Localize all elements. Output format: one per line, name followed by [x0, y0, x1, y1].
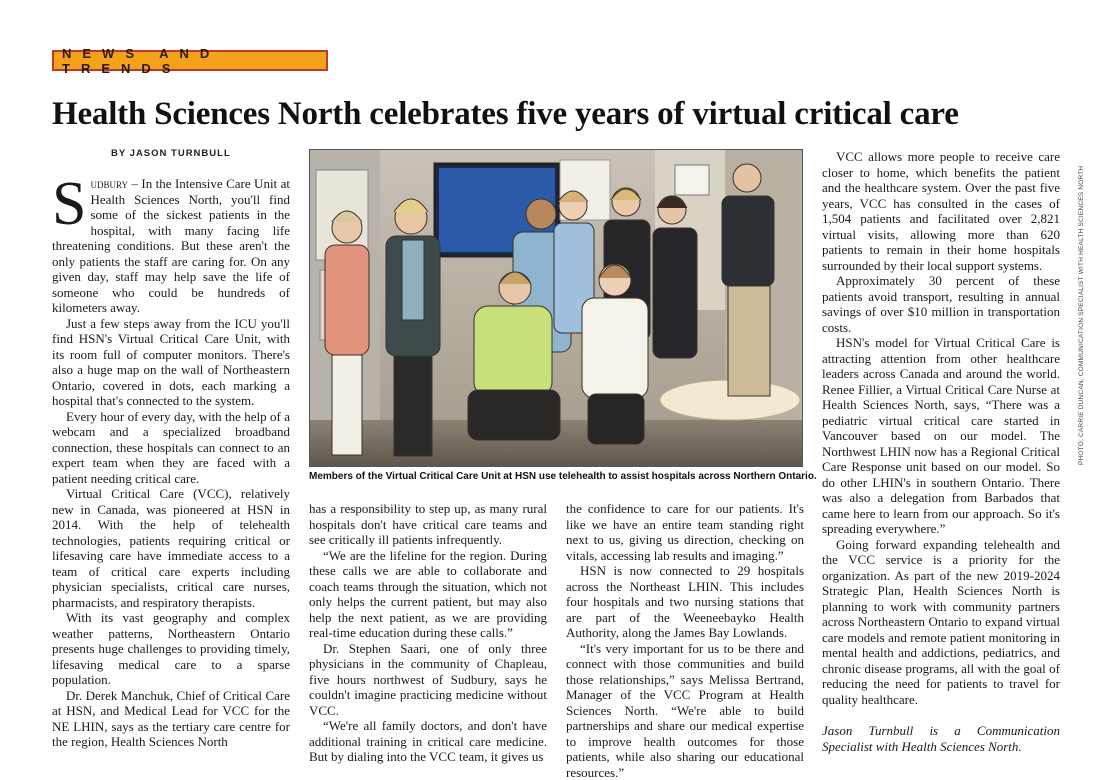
article-column-2: [309, 501, 547, 765]
body-paragraph: HSN is now connected to 29 hospitals across the Northeast LHIN. This includes four hospitals and two nursing stations that are part of the Weeneebayko Health Authority, along the James Bay Lowlands.: [566, 563, 804, 641]
body-paragraph: Approximately 30 percent of these patients avoid transport, resulting in annual savings of over $10 million in transportation costs.: [822, 273, 1060, 335]
body-continuation: the confidence to care for our patients. It's like we have an entire team standing right next to us, giving us direction, checking on vitals, accessing lab results and imaging.”: [566, 501, 804, 563]
section-tag: NEWS AND TRENDS: [52, 50, 328, 71]
lead-smallcaps: udbury: [90, 176, 128, 191]
body-paragraph: With its vast geography and complex weather patterns, Northeastern Ontario presents huge challenges to providing timely, lifesaving medical care to a sparse population.: [52, 610, 290, 688]
body-paragraph: “We are the lifeline for the region. During these calls we are able to collaborate and coach teams through the situation, which not only helps the current patient, but may also help the next patient, as we are providing real-time education during these calls.”: [309, 548, 547, 641]
body-paragraph: “We're all family doctors, and don't have additional training in critical care medicine. But by dialing into the VCC team, it gives us: [309, 718, 547, 765]
body-paragraph: Dr. Derek Manchuk, Chief of Critical Care at HSN, and Medical Lead for VCC for the NE LHIN, says as the tertiary care centre for the region, Health Sciences North: [52, 688, 290, 750]
lead-paragraph: [52, 176, 290, 316]
body-paragraph: “It's very important for us to be there and connect with those communities and build those relationships,” says Melissa Bertrand, Manager of the VCC Program at Health Sciences North. “We're able to build partnerships and share our medical expertise to improve health outcomes for those patients, while also sharing our educational resources.”: [566, 641, 804, 780]
body-continuation: has a responsibility to step up, as many rural hospitals don't have critical care teams and see critically ill patients infrequently.: [309, 501, 547, 548]
article-column-3: [566, 501, 804, 780]
article-column-1: [52, 176, 290, 750]
body-paragraph: Dr. Stephen Saari, one of only three physicians in the community of Chapleau, five hours northwest of Sudbury, says he couldn't imagine practicing medicine without VCC.: [309, 641, 547, 719]
team-photo-illustration: [310, 150, 803, 467]
dropcap: S: [52, 178, 86, 230]
article-photo: [309, 149, 803, 467]
body-paragraph: Every hour of every day, with the help of a webcam and a specialized broadband connection, these hospitals can connect to an expert team when they are faced with a patient needing critical care.: [52, 409, 290, 487]
headline: Health Sciences North celebrates five years of virtual critical care: [52, 92, 1052, 136]
photo-credit: PHOTO: CARRIE DUNCAN, COMMUNICATION SPECIALIST WITH HEALTH SCIENCES NORTH: [1078, 166, 1085, 465]
photo-caption: Members of the Virtual Critical Care Unit at HSN use telehealth to assist hospitals across Northern Ontario.: [309, 471, 803, 482]
lead-text: – In the Intensive Care Unit at Health Sciences North, you'll find some of the sickest patients in the hospital, with many facing life threatening conditions. But these aren't the only patients the staff are caring for. On any given day, staff may help save the life of someone who could be hundreds of kilometers away.: [52, 176, 290, 315]
author-note: Jason Turnbull is a Communication Specialist with Health Sciences North.: [822, 723, 1060, 754]
body-paragraph: VCC allows more people to receive care closer to home, which benefits the patient and the healthcare system. Over the past five years, VCC has consulted in the cases of 1,504 patients and facilitated over 2,821 virtual visits, allowing more than 620 patients to remain in their home hospitals surrounded by their local support systems.: [822, 149, 1060, 273]
body-paragraph: HSN's model for Virtual Critical Care is attracting attention from other healthcare leaders across Canada and around the world. Renee Fillier, a Virtual Critical Care Nurse at Health Sciences North, says, “There was a pediatric virtual critical care started in Vancouver based on our model. The Northwest LHIN now has a Regional Critical Care Response unit based on our model. So do other LHIN's in southern Ontario. There was also a delegation from Barbados that came here to learn from our approach. So it's spreading everywhere.”: [822, 335, 1060, 537]
body-paragraph: Virtual Critical Care (VCC), relatively new in Canada, was pioneered at HSN in 2014. With the help of telehealth technologies, patients requiring critical or lifesaving care have immediate access to a team of critical care experts including physician specialists, critical care nurses, pharmacists, and respiratory therapists.: [52, 486, 290, 610]
body-paragraph: Going forward expanding telehealth and the VCC service is a priority for the organization. As part of the new 2019-2024 Strategic Plan, Health Sciences North is planning to work with community partners across Northeastern Ontario to expand virtual care models and remote patient monitoring in mental health and addictions, pediatrics, and chronic disease programs, all with the goal of reducing the need for patients to travel for quality healthcare.: [822, 537, 1060, 708]
body-paragraph: Just a few steps away from the ICU you'll find HSN's Virtual Critical Care Unit, with its room full of computer monitors. There's also a huge map on the wall of Northeastern Ontario, covered in dots, each marking a hospital that's connected to the system.: [52, 316, 290, 409]
article-column-4: [822, 149, 1060, 754]
byline: BY JASON TURNBULL: [111, 148, 231, 159]
